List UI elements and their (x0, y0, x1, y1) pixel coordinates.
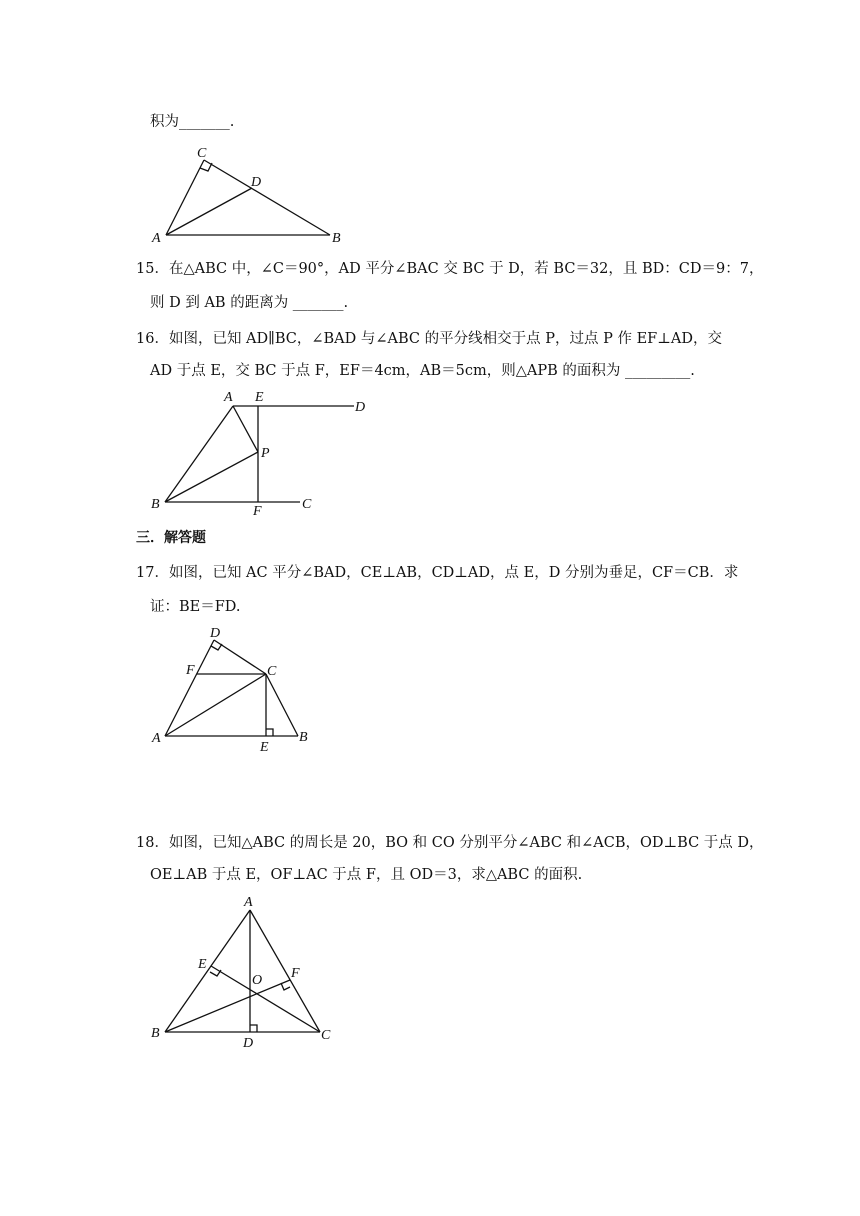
section-heading: 三．解答题 (136, 530, 206, 546)
label-e: E (260, 740, 269, 754)
label-b: B (151, 497, 160, 512)
label-b: B (299, 730, 308, 745)
q16-line-2: AD 于点 E，交 BC 于点 F，EF＝4cm，AB＝5cm，则△APB 的面积为 _________. (150, 363, 695, 379)
label-c: C (267, 664, 277, 679)
figure-q18 (140, 892, 350, 1052)
segment-ad (166, 188, 252, 235)
label-d: D (355, 400, 366, 415)
label-c: C (321, 1028, 331, 1043)
q15-line-1: 15．在△ABC 中，∠C＝90°，AD 平分∠BAC 交 BC 于 D，若 BC＝32，且 BD：CD＝9：7， (136, 261, 764, 277)
label-f: F (291, 966, 300, 981)
figure-q14 (140, 140, 360, 250)
q14-tail-text: 积为_______. (150, 114, 235, 130)
q17-line-2: 证：BE＝FD. (150, 599, 241, 615)
label-b: B (332, 231, 341, 246)
segment-bp (165, 452, 258, 502)
label-c: C (302, 497, 312, 512)
label-e: E (198, 957, 207, 972)
q16-line-1: 16．如图，已知 AD∥BC，∠BAD 与∠ABC 的平分线相交于点 P，过点 P 作 EF⊥AD，交 (136, 331, 722, 347)
segment-ac (250, 910, 320, 1032)
q15-line-2: 则 D 到 AB 的距离为 _______. (150, 295, 349, 311)
segment-ac (166, 160, 204, 235)
segment-ap (233, 406, 258, 452)
label-d: D (243, 1036, 254, 1051)
label-f: F (253, 504, 262, 516)
figure-q16 (140, 386, 380, 516)
right-angle-mark-d (250, 1025, 257, 1032)
label-a: A (152, 731, 161, 746)
label-a: A (152, 231, 161, 246)
segment-cb (204, 160, 330, 235)
right-angle-mark-e (266, 729, 273, 736)
label-b: B (151, 1026, 160, 1041)
label-d: D (251, 175, 262, 190)
label-p: P (261, 446, 270, 461)
label-o: O (252, 973, 263, 988)
label-e: E (255, 390, 264, 405)
figure-q17 (140, 622, 340, 754)
segment-ce (211, 966, 320, 1032)
q17-line-1: 17．如图，已知 AC 平分∠BAD，CE⊥AB，CD⊥AD，点 E，D 分别为垂足，CF＝CB．求 (136, 565, 739, 581)
q18-line-2: OE⊥AB 于点 E，OF⊥AC 于点 F，且 OD＝3，求△ABC 的面积. (150, 867, 583, 883)
segment-cb (266, 674, 298, 736)
q18-line-1: 18．如图，已知△ABC 的周长是 20，BO 和 CO 分别平分∠ABC 和∠ACB，OD⊥BC 于点 D， (136, 835, 764, 851)
label-a: A (224, 390, 233, 405)
segment-ab (165, 406, 233, 502)
label-f: F (186, 663, 195, 678)
right-angle-mark-f (281, 983, 290, 990)
label-c: C (197, 146, 207, 161)
label-d: D (210, 626, 221, 641)
label-a: A (244, 895, 253, 910)
